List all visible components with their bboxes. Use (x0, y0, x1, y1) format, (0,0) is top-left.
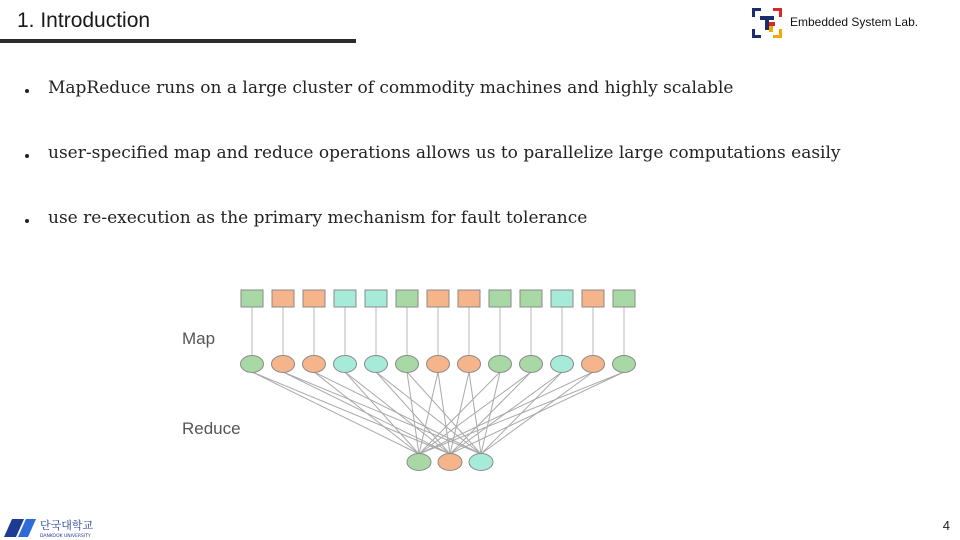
bullet-dot-icon (25, 154, 29, 158)
shuffle-edge (252, 372, 419, 454)
shuffle-edge (345, 372, 450, 454)
input-split-box (427, 290, 449, 307)
input-split-box (582, 290, 604, 307)
shuffle-edge (419, 372, 593, 454)
bullet-dot-icon (25, 89, 29, 93)
input-split-box (520, 290, 542, 307)
shuffle-edge (407, 372, 419, 454)
title-underline (0, 39, 356, 43)
map-task-node (241, 356, 264, 373)
map-task-node (303, 356, 326, 373)
map-task-node (613, 356, 636, 373)
map-task-node (272, 356, 295, 373)
input-split-box (272, 290, 294, 307)
shuffle-edge (345, 372, 419, 454)
shuffle-edge (450, 372, 531, 454)
bullet-text: use re-execution as the primary mechanism for fault tolerance (48, 208, 588, 228)
lab-logo-icon (751, 7, 783, 39)
reduce-label: Reduce (182, 419, 241, 438)
slide-title: 1. Introduction (17, 9, 151, 32)
reduce-task-node (407, 454, 431, 471)
map-task-node (427, 356, 450, 373)
map-task-node (520, 356, 543, 373)
shuffle-edge (450, 372, 624, 454)
input-split-box (334, 290, 356, 307)
map-label: Map (182, 329, 216, 348)
map-task-node (582, 356, 605, 373)
bullet-text: MapReduce runs on a large cluster of commodity machines and highly scalable (48, 78, 734, 98)
map-task-node (396, 356, 419, 373)
university-name-ko: 단국대학교 (40, 519, 94, 532)
input-split-box (613, 290, 635, 307)
shuffle-edge (419, 372, 624, 454)
reduce-task-node (438, 454, 462, 471)
mapreduce-diagram (172, 268, 682, 480)
lab-name: Embedded System Lab. (790, 15, 919, 29)
university-logo (2, 517, 112, 539)
university-name-en: DANKOOK UNIVERSITY (40, 534, 91, 539)
map-task-node (458, 356, 481, 373)
shuffle-edge (314, 372, 419, 454)
input-split-box (303, 290, 325, 307)
diagram-edges (252, 307, 624, 454)
bullet-dot-icon (25, 219, 29, 223)
map-task-node (551, 356, 574, 373)
input-split-box (365, 290, 387, 307)
map-task-node (334, 356, 357, 373)
input-split-box (241, 290, 263, 307)
input-split-box (489, 290, 511, 307)
input-split-box (551, 290, 573, 307)
reduce-task-node (469, 454, 493, 471)
page-number: 4 (942, 518, 950, 533)
map-task-node (489, 356, 512, 373)
input-split-box (458, 290, 480, 307)
shuffle-edge (419, 372, 500, 454)
bullet-text: user-specified map and reduce operations allows us to parallelize large computations easily (48, 143, 841, 163)
shuffle-edge (252, 372, 450, 454)
input-split-box (396, 290, 418, 307)
map-task-node (365, 356, 388, 373)
